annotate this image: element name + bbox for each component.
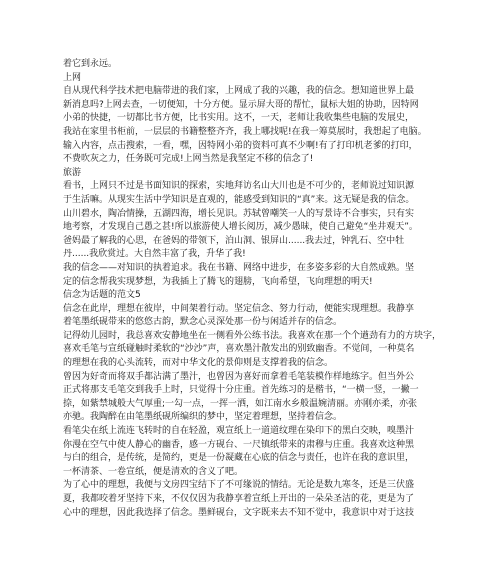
text-line: 不费吹灰之力，任务既可完成!上网当然是我坚定不移的信念了! bbox=[63, 154, 314, 165]
text-line: 输入内容，点击搜索，一看，嘿，因特网小弟的资料可真不少啊!有了打印机老爹的打印， bbox=[63, 140, 418, 151]
text-line: 我的信念——对知识的执着追求。我在书籍、网络中进步，在多姿多彩的大自然成熟。坚 bbox=[63, 262, 415, 273]
text-line: 丹......我欣赏过。大自然丰富了我，升华了我! bbox=[63, 249, 246, 260]
text-line: 着它到永远。 bbox=[63, 59, 118, 69]
text-line: 信念在此岸，理想在彼岸，中间架着行动。坚定信念、努力行动，便能实现理想。我静享 bbox=[63, 303, 415, 314]
text-line: 为了心中的理想，我便与文房四宝结下了不可缘说的情结。无论是数九寒冬，还是三伏盛 bbox=[63, 480, 415, 491]
text-line: 夏，我都咬着牙坚持下来，不仅仅因为我静享着宣纸上开出的一朵朵圣洁的花，更是为了 bbox=[63, 494, 415, 504]
text-line: 正式将那支毛笔交到我手上时，只觉得十分庄重。首先练习的是楷书，“一横一竖，一撇一 bbox=[63, 385, 419, 396]
text-line: 信念为话题的范文5 bbox=[63, 290, 141, 301]
text-line: 爸妈最了解我的心思，在爸妈的带领下，泊山洞、银屏山......我去过，钟乳石、空中牡 bbox=[63, 235, 405, 246]
text-line: 喜欢毛笔与宣纸碰触时柔软的“沙沙”声，喜欢墨汁散发出的别致幽香。不觉间，一种莫名 bbox=[63, 344, 415, 355]
text-line: 一杯清茶、一卷宣纸，便是清欢的含义了吧。 bbox=[63, 466, 244, 477]
text-line: 上网 bbox=[63, 72, 82, 83]
text-line: 的理想在我的心头流转，而对中华文化的景仰则是支撑着我的信念。 bbox=[63, 358, 334, 369]
text-line: 看书，上网只不过是书面知识的探索，实地拜访名山大川也是不可少的，老师说过知识源 bbox=[63, 181, 415, 192]
text-line: 小弟的快捷，一切都比书方便，比书实用。这不，一天，老师让我收集些电脑的发展史， bbox=[63, 113, 415, 124]
text-line: 记得幼儿园时，我总喜欢安静地坐在一侧看外公练书法。我喜欢在那一个个遒劲有力的方块字， bbox=[63, 330, 442, 341]
text-line: 亦驰。我陶醉在由笔墨纸砚所编织的梦中，坚定着理想，坚持着信念。 bbox=[63, 412, 343, 423]
text-line: 你漫在空气中使人静心的幽香，感一方砚台、一尺镇纸带来的肃穆与庄重。我喜欢这种黑 bbox=[63, 439, 415, 450]
text-line: 看笔尖在纸上流连飞转时的自在轻盈，观宣纸上一道道纹理在染印下的黑白交映，嗅墨汁 bbox=[63, 426, 415, 437]
text-line: 捺，如紫禁城般大气厚重;一勾一点，一挥一洒，如江南水乡般温婉清丽。亦刚亦柔，亦张 bbox=[63, 398, 418, 409]
document-body bbox=[63, 58, 442, 520]
text-line: 曾因为好奇而将双手都沾满了墨汁，也曾因为喜好而拿着毛笔装模作样地练字。但当外公 bbox=[63, 371, 415, 382]
text-line: 地考察，才发现自己愚之甚!所以旅游使人增长阅历，减少愚昧，使自己避免“坐井观天”。 bbox=[63, 222, 418, 233]
text-line: 自从现代科学技术把电脑带进的我们家，上网成了我的兴趣，我的信念。想知道世界上最 bbox=[63, 86, 415, 97]
text-line: 我站在家里书柜前，一层层的书籍整整齐齐，我上哪找呢!在我一筹莫展时，我想起了电脑。 bbox=[63, 126, 427, 137]
text-line: 新消息吗?上网去查，一切便知，十分方便。显示屏大哥的帮忙，鼠标大姐的协助，因特网 bbox=[63, 99, 419, 110]
text-line: 着笔墨纸砚带来的悠悠古韵，默念心灵深处那一份与闲适并存的信念。 bbox=[63, 317, 343, 328]
text-line: 与白的组合，是传统，是简约，更是一份凝藏在心底的信念与责任，也许在我的意识里， bbox=[63, 453, 415, 464]
text-line: 心中的理想，因此我选择了信念。墨鲜砚台，文字既来去不知不觉中，我意识中对于这技 bbox=[63, 507, 415, 518]
text-line: 山川碧水，陶冶情操，五湖四海，增长见识。苏轼曾嘲笑一人的写景诗不合事实，只有实 bbox=[63, 208, 415, 219]
text-line: 旅游 bbox=[63, 167, 82, 178]
text-line: 定的信念帮我实现梦想，为我插上了腾飞的翅膀，飞向希望，飞向理想的明天! bbox=[63, 276, 373, 287]
text-line: 于生活嘛。从现实生活中学知识是直观的，能感受到知识的“真”来。这无疑是我的信念。 bbox=[63, 194, 415, 205]
